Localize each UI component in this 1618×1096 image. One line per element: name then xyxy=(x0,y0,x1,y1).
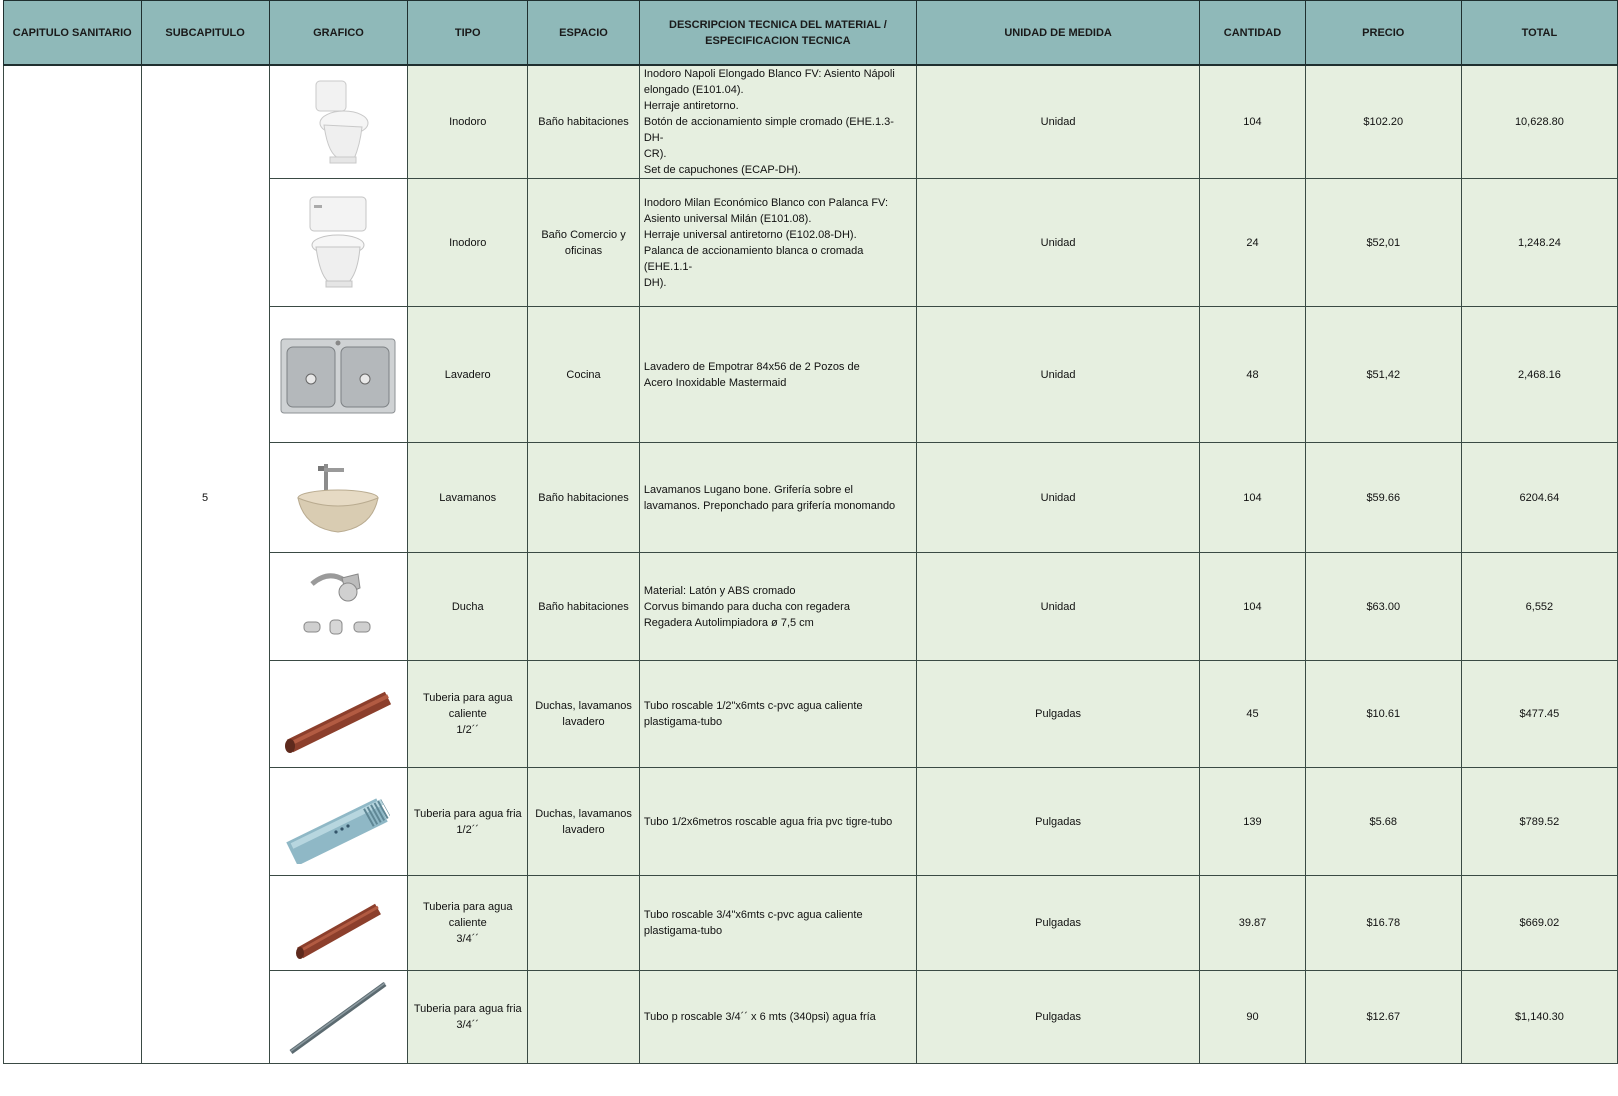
tipo-line: Tuberia para agua xyxy=(422,901,513,913)
grafico-cell xyxy=(269,443,408,553)
tipo-line: Lavamanos xyxy=(439,491,497,504)
cantidad-cell: 104 xyxy=(1200,443,1305,553)
espacio-line: Baño habitaciones xyxy=(538,600,629,613)
tipo-cell xyxy=(408,768,528,876)
col-grafico: GRAFICO xyxy=(269,1,408,66)
descripcion-line: Corvus bimando para ducha con regadera xyxy=(643,600,850,613)
tipo-line: Inodoro xyxy=(449,116,487,128)
col-precio: PRECIO xyxy=(1305,1,1461,66)
total-cell: $669.02 xyxy=(1461,876,1617,971)
tipo-cell xyxy=(408,553,528,661)
col-cantidad: CANTIDAD xyxy=(1200,1,1305,66)
espacio-line: oficinas xyxy=(564,244,603,257)
espacio-line: Baño habitaciones xyxy=(538,491,629,504)
cantidad-cell: 48 xyxy=(1200,307,1305,443)
espacio-line: lavadero xyxy=(562,716,605,728)
grafico-cell xyxy=(269,65,408,179)
descripcion-line: lavamanos. Preponchado para grifería monomando xyxy=(643,499,896,512)
precio-cell: $102.20 xyxy=(1305,65,1461,179)
descripcion-line: Asiento universal Milán (E101.08). xyxy=(643,212,812,225)
red-pipe-short-icon xyxy=(270,885,408,961)
total-cell: $1,140.30 xyxy=(1461,971,1617,1064)
unidad-cell: Unidad xyxy=(916,553,1199,661)
tipo-cell xyxy=(408,971,528,1064)
espacio-line: Duchas, lavamanos xyxy=(535,700,632,712)
unidad-cell: Pulgadas xyxy=(916,768,1199,876)
espacio-line: Cocina xyxy=(566,368,601,381)
tipo-line: Ducha xyxy=(451,600,484,613)
tipo-line: 1/2´´ xyxy=(456,724,480,736)
precio-cell: $52,01 xyxy=(1305,179,1461,307)
unidad-cell: Unidad xyxy=(916,307,1199,443)
tipo-cell xyxy=(408,179,528,307)
espacio-cell xyxy=(528,971,640,1064)
grafico-cell xyxy=(269,876,408,971)
precio-cell: $59.66 xyxy=(1305,443,1461,553)
total-cell: 1,248.24 xyxy=(1461,179,1617,307)
descripcion-cell xyxy=(639,65,916,179)
unidad-cell: Pulgadas xyxy=(916,971,1199,1064)
cantidad-cell: 104 xyxy=(1200,65,1305,179)
tipo-line: Tuberia para agua fria xyxy=(413,1003,522,1015)
descripcion-line: Tubo roscable 1/2"x6mts c-pvc agua caliente xyxy=(643,700,863,712)
descripcion-line: Inodoro Milan Económico Blanco con Palanca FV: xyxy=(643,196,889,209)
red-pipe-icon xyxy=(270,672,408,756)
precio-cell: $10.61 xyxy=(1305,661,1461,768)
descripcion-line: Herraje antiretorno. xyxy=(643,100,739,112)
col-subcapitulo: SUBCAPITULO xyxy=(141,1,269,66)
descripcion-line: Tubo p roscable 3/4´´ x 6 mts (340psi) agua fría xyxy=(643,1011,876,1023)
vessel-basin-icon xyxy=(270,458,408,538)
col-tipo: TIPO xyxy=(408,1,528,66)
header-row xyxy=(4,1,1618,66)
tipo-line: Lavadero xyxy=(444,368,491,381)
descripcion-cell xyxy=(639,179,916,307)
col-capitulo: CAPITULO SANITARIO xyxy=(4,1,142,66)
descripcion-line: Set de capuchones (ECAP-DH). xyxy=(643,164,801,176)
tipo-line: caliente xyxy=(448,917,487,929)
descripcion-line: Herraje universal antiretorno (E102.08-DH). xyxy=(643,228,857,241)
espacio-cell xyxy=(528,443,640,553)
grafico-cell xyxy=(269,768,408,876)
unidad-cell: Unidad xyxy=(916,443,1199,553)
grey-pipe-icon xyxy=(270,974,408,1060)
descripcion-cell xyxy=(639,876,916,971)
espacio-cell xyxy=(528,65,640,179)
espacio-cell xyxy=(528,876,640,971)
toilet-elongated-icon xyxy=(270,75,408,169)
col-unidad: UNIDAD DE MEDIDA xyxy=(916,1,1199,66)
tipo-line: caliente xyxy=(448,708,487,720)
espacio-line: Baño Comercio y xyxy=(541,228,626,241)
col-espacio: ESPACIO xyxy=(528,1,640,66)
unidad-cell: Pulgadas xyxy=(916,661,1199,768)
espacio-cell xyxy=(528,768,640,876)
descripcion-line: plastigama-tubo xyxy=(643,925,723,937)
descripcion-cell xyxy=(639,971,916,1064)
tipo-line: 3/4´´ xyxy=(456,933,480,945)
cantidad-cell: 104 xyxy=(1200,553,1305,661)
cantidad-cell: 45 xyxy=(1200,661,1305,768)
precio-cell: $63.00 xyxy=(1305,553,1461,661)
unidad-cell: Pulgadas xyxy=(916,876,1199,971)
total-cell: $477.45 xyxy=(1461,661,1617,768)
espacio-cell xyxy=(528,307,640,443)
descripcion-line: Regadera Autolimpiadora ø 7,5 cm xyxy=(643,616,814,629)
cantidad-cell: 90 xyxy=(1200,971,1305,1064)
col-total: TOTAL xyxy=(1461,1,1617,66)
precio-cell: $16.78 xyxy=(1305,876,1461,971)
tipo-cell xyxy=(408,876,528,971)
descripcion-line: DH). xyxy=(643,276,667,289)
grafico-cell xyxy=(269,971,408,1064)
tipo-cell xyxy=(408,661,528,768)
precio-cell: $5.68 xyxy=(1305,768,1461,876)
espacio-cell xyxy=(528,661,640,768)
descripcion-line: Tubo 1/2x6metros roscable agua fria pvc tigre-tubo xyxy=(643,815,893,828)
grafico-cell xyxy=(269,307,408,443)
descripcion-cell xyxy=(639,768,916,876)
table-row xyxy=(4,65,1618,179)
col-descripcion-line1: DESCRIPCION TECNICA DEL MATERIAL / xyxy=(669,18,887,31)
tipo-cell xyxy=(408,443,528,553)
tipo-line: Tuberia para agua xyxy=(422,692,513,704)
col-descripcion-line2: ESPECIFICACION TECNICA xyxy=(705,34,851,47)
espacio-line: Baño habitaciones xyxy=(538,116,629,128)
tipo-line: Inodoro xyxy=(449,236,487,249)
grafico-cell xyxy=(269,179,408,307)
tipo-line: 1/2´´ xyxy=(456,823,480,836)
espacio-cell xyxy=(528,179,640,307)
grafico-cell xyxy=(269,661,408,768)
grafico-cell xyxy=(269,553,408,661)
precio-cell: $51,42 xyxy=(1305,307,1461,443)
descripcion-line: CR). xyxy=(643,148,667,160)
descripcion-line: Lavadero de Empotrar 84x56 de 2 Pozos de xyxy=(643,360,860,373)
col-descripcion xyxy=(639,1,916,66)
total-cell: $789.52 xyxy=(1461,768,1617,876)
espacio-line: Duchas, lavamanos xyxy=(535,807,632,820)
cantidad-cell: 139 xyxy=(1200,768,1305,876)
tipo-line: 3/4´´ xyxy=(456,1019,480,1031)
descripcion-line: Tubo roscable 3/4"x6mts c-pvc agua caliente xyxy=(643,909,863,921)
tipo-line: Tuberia para agua fria xyxy=(413,807,522,820)
tipo-cell xyxy=(408,307,528,443)
total-cell: 2,468.16 xyxy=(1461,307,1617,443)
descripcion-cell xyxy=(639,661,916,768)
descripcion-line: elongado (E101.04). xyxy=(643,84,744,96)
descripcion-line: Palanca de accionamiento blanca o cromada (EHE.1.1- xyxy=(643,244,864,273)
descripcion-cell xyxy=(639,553,916,661)
subcapitulo-cell xyxy=(141,65,269,1064)
total-cell: 10,628.80 xyxy=(1461,65,1617,179)
descripcion-cell xyxy=(639,443,916,553)
subcapitulo-value: 5 xyxy=(202,492,209,504)
descripcion-line: Botón de accionamiento simple cromado (EHE.1.3-DH- xyxy=(643,116,894,144)
materials-table xyxy=(3,0,1618,1064)
descripcion-line: Acero Inoxidable Mastermaid xyxy=(643,376,787,389)
descripcion-line: Material: Latón y ABS cromado xyxy=(643,584,796,597)
espacio-line: lavadero xyxy=(562,823,605,836)
espacio-cell xyxy=(528,553,640,661)
double-sink-icon xyxy=(270,335,408,415)
unidad-cell: Unidad xyxy=(916,65,1199,179)
shower-set-icon xyxy=(270,566,408,648)
blue-pipe-icon xyxy=(270,780,408,864)
descripcion-cell xyxy=(639,307,916,443)
total-cell: 6204.64 xyxy=(1461,443,1617,553)
precio-cell: $12.67 xyxy=(1305,971,1461,1064)
capitulo-cell xyxy=(4,65,142,1064)
toilet-milan-icon xyxy=(270,193,408,293)
descripcion-line: Lavamanos Lugano bone. Grifería sobre el xyxy=(643,483,853,496)
descripcion-line: Inodoro Napoli Elongado Blanco FV: Asiento Nápoli xyxy=(643,68,895,80)
total-cell: 6,552 xyxy=(1461,553,1617,661)
cantidad-cell: 39.87 xyxy=(1200,876,1305,971)
unidad-cell: Unidad xyxy=(916,179,1199,307)
descripcion-line: plastigama-tubo xyxy=(643,716,723,728)
cantidad-cell: 24 xyxy=(1200,179,1305,307)
tipo-cell xyxy=(408,65,528,179)
